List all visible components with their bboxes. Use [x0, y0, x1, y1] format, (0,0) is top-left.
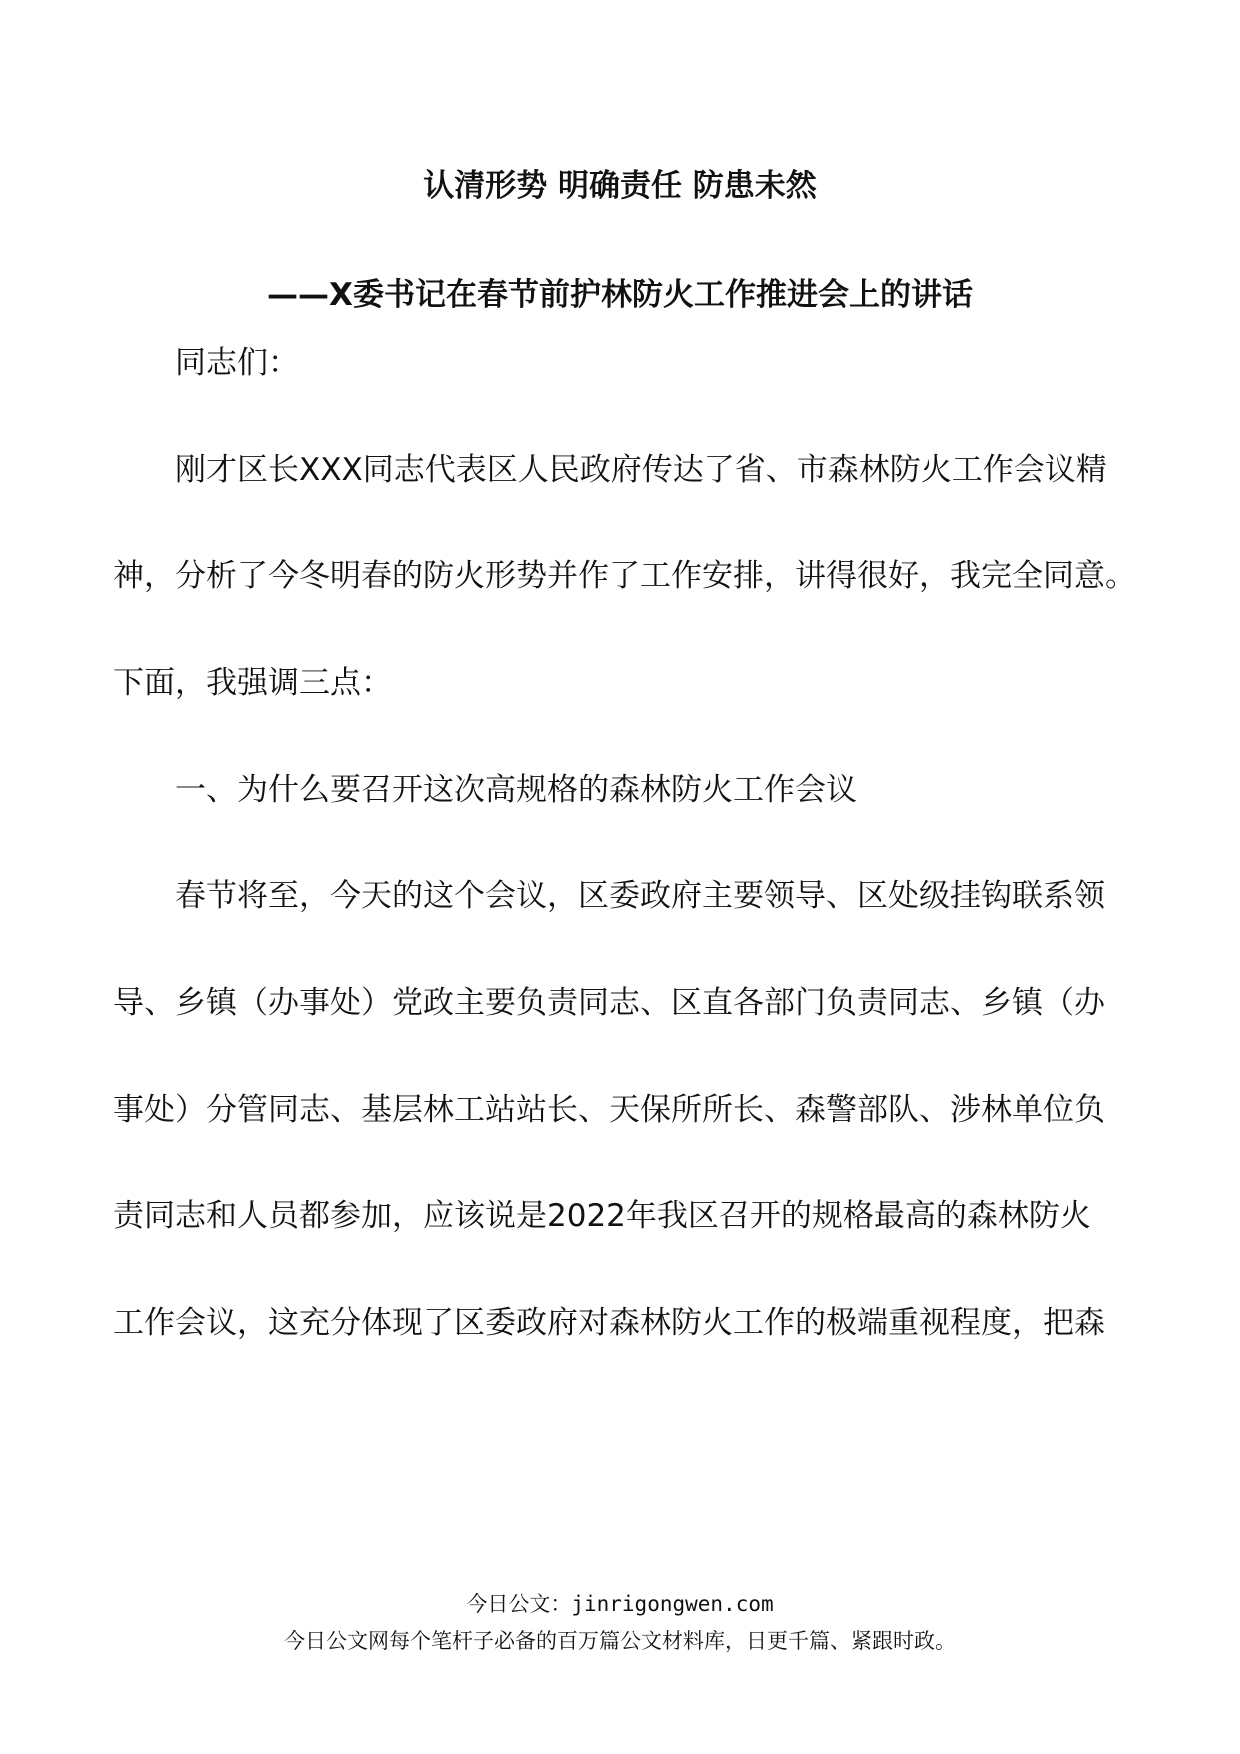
footer-site-line [0, 1590, 1240, 1618]
document-title: 认清形势 明确责任 防患未然 [423, 168, 817, 204]
footer-slogan: 今日公文网每个笔杆子必备的百万篇公文材料库，日更千篇、紧跟时政。 [284, 1629, 956, 1653]
body-line: 事处）分管同志、基层林工站站长、天保所所长、森警部队、涉林单位负 [113, 1092, 1105, 1128]
body-line: 工作会议，这充分体现了区委政府对森林防火工作的极端重视程度，把森 [113, 1305, 1105, 1341]
footer-site-url[interactable]: jinrigongwen.com [571, 1592, 774, 1616]
body-line: 下面，我强调三点： [113, 665, 392, 701]
footer-site-label: 今日公文： [466, 1592, 572, 1616]
body-line: 导、乡镇（办事处）党政主要负责同志、区直各部门负责同志、乡镇（办 [113, 985, 1105, 1021]
salutation-line: 同志们： [175, 345, 299, 381]
body-line: 春节将至，今天的这个会议，区委政府主要领导、区处级挂钩联系领 [175, 878, 1105, 914]
section-heading: 一、为什么要召开这次高规格的森林防火工作会议 [175, 772, 857, 808]
body-line: 责同志和人员都参加，应该说是2022年我区召开的规格最高的森林防火 [113, 1198, 1091, 1234]
body-line: 神，分析了今冬明春的防火形势并作了工作安排，讲得很好，我完全同意。 [113, 558, 1136, 594]
body-line: 刚才区长XXX同志代表区人民政府传达了省、市森林防火工作会议精 [175, 452, 1107, 488]
document-subtitle: ——X委书记在春节前护林防火工作推进会上的讲话 [267, 277, 973, 313]
